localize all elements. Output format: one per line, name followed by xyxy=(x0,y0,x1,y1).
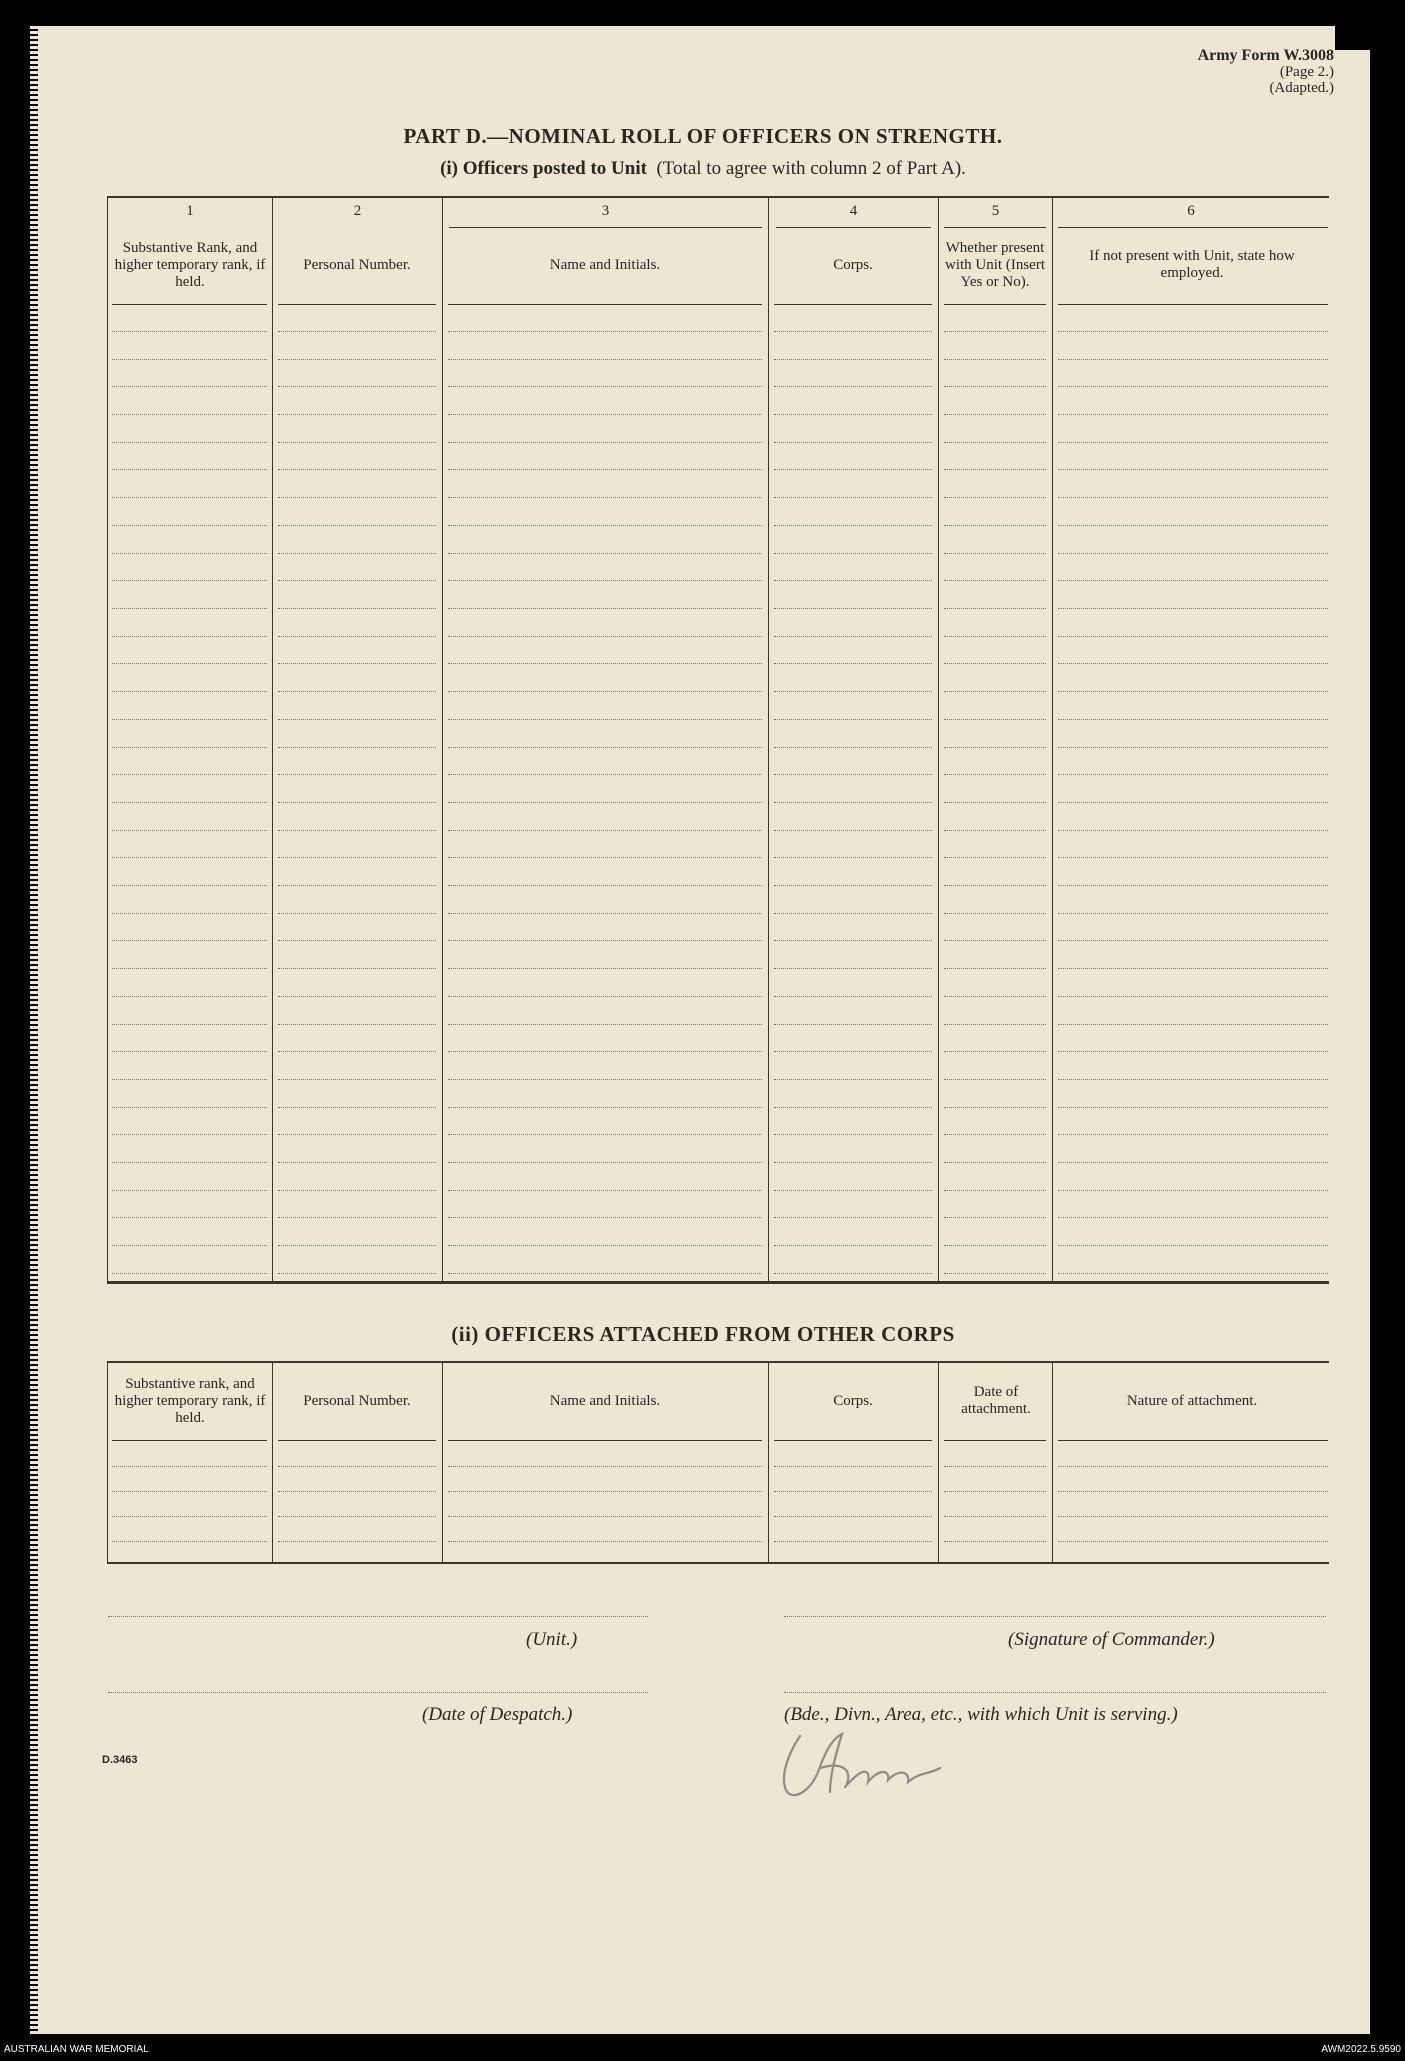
entry-line xyxy=(278,802,436,803)
signature-line xyxy=(784,1616,1326,1617)
entry-line xyxy=(278,442,436,443)
entry-line xyxy=(448,1217,762,1218)
entry-line xyxy=(944,802,1046,803)
entry-line xyxy=(278,497,436,498)
entry-line xyxy=(112,1024,267,1025)
entry-line xyxy=(448,774,762,775)
page-title: PART D.—NOMINAL ROLL OF OFFICERS ON STRENGTH. xyxy=(403,124,1003,148)
page-subtitle xyxy=(36,158,1370,180)
entry-line xyxy=(1058,386,1328,387)
entry-line xyxy=(112,1051,267,1052)
header-corps: Corps. xyxy=(833,256,873,273)
entry-line xyxy=(944,636,1046,637)
entry-line xyxy=(112,968,267,969)
entry-line xyxy=(1058,663,1328,664)
attached-entry-line xyxy=(944,1491,1046,1492)
attached-entry-line xyxy=(448,1541,762,1542)
attached-entry-line xyxy=(112,1491,267,1492)
entry-line xyxy=(448,1245,762,1246)
entry-line xyxy=(278,885,436,886)
entry-line xyxy=(448,608,762,609)
entry-line xyxy=(278,553,436,554)
attached-entry-line xyxy=(112,1516,267,1517)
entry-line xyxy=(278,940,436,941)
entry-line xyxy=(944,774,1046,775)
entry-line xyxy=(278,414,436,415)
entry-line xyxy=(944,608,1046,609)
signature-label: (Signature of Commander.) xyxy=(1008,1629,1215,1650)
attached-entry-line xyxy=(278,1541,436,1542)
entry-line xyxy=(278,580,436,581)
col-number-5: 5 xyxy=(991,203,1000,219)
entry-line xyxy=(944,1245,1046,1246)
entry-line xyxy=(944,940,1046,941)
entry-line xyxy=(278,608,436,609)
entry-line xyxy=(448,968,762,969)
entry-line xyxy=(448,1051,762,1052)
entry-line xyxy=(774,386,932,387)
entry-line xyxy=(1058,830,1328,831)
entry-line xyxy=(1058,1079,1328,1080)
attached-header-nature: Nature of attachment. xyxy=(1126,1392,1258,1409)
entry-line xyxy=(1058,553,1328,554)
entry-line xyxy=(278,663,436,664)
entry-line xyxy=(944,469,1046,470)
entry-line xyxy=(774,802,932,803)
entry-line xyxy=(1058,747,1328,748)
entry-line xyxy=(278,1217,436,1218)
entry-line xyxy=(448,747,762,748)
entry-line xyxy=(774,469,932,470)
entry-line xyxy=(774,1107,932,1108)
subtitle-note: (Total to agree with column 2 of Part A). xyxy=(656,158,966,179)
entry-line xyxy=(448,691,762,692)
form-number: Army Form W.3008 xyxy=(1197,47,1334,64)
entry-line xyxy=(112,691,267,692)
col-number-4: 4 xyxy=(849,203,858,219)
entry-line xyxy=(774,636,932,637)
entry-line xyxy=(278,1051,436,1052)
entry-line xyxy=(774,1024,932,1025)
entry-line xyxy=(1058,968,1328,969)
entry-line xyxy=(944,663,1046,664)
attached-header-date: Date of attachment. xyxy=(961,1384,1031,1417)
entry-line xyxy=(112,885,267,886)
attached-entry-line xyxy=(448,1491,762,1492)
entry-line xyxy=(1058,774,1328,775)
entry-line xyxy=(774,414,932,415)
entry-line xyxy=(448,580,762,581)
entry-line xyxy=(774,691,932,692)
entry-line xyxy=(112,359,267,360)
entry-line xyxy=(944,525,1046,526)
entry-line xyxy=(1058,996,1328,997)
entry-line xyxy=(944,1190,1046,1191)
entry-line xyxy=(448,1079,762,1080)
entry-line xyxy=(112,1217,267,1218)
entry-line xyxy=(944,331,1046,332)
attached-entry-line xyxy=(944,1516,1046,1517)
entry-line xyxy=(1058,525,1328,526)
attached-entry-line xyxy=(774,1466,932,1467)
entry-line xyxy=(278,1107,436,1108)
entry-line xyxy=(1058,1217,1328,1218)
entry-line xyxy=(278,691,436,692)
entry-line xyxy=(278,469,436,470)
entry-line xyxy=(278,525,436,526)
subtitle-bold: (i) Officers posted to Unit xyxy=(440,158,647,179)
attached-entry-line xyxy=(112,1541,267,1542)
entry-line xyxy=(112,414,267,415)
entry-line xyxy=(112,386,267,387)
entry-line xyxy=(774,580,932,581)
entry-line xyxy=(112,1107,267,1108)
attached-entry-line xyxy=(112,1466,267,1467)
entry-line xyxy=(278,968,436,969)
entry-line xyxy=(448,414,762,415)
entry-line xyxy=(278,359,436,360)
entry-line xyxy=(1058,1190,1328,1191)
entry-line xyxy=(278,857,436,858)
entry-line xyxy=(278,1079,436,1080)
entry-line xyxy=(774,1190,932,1191)
entry-line xyxy=(944,497,1046,498)
col-number-1: 1 xyxy=(186,203,194,219)
entry-line xyxy=(944,885,1046,886)
entry-line xyxy=(448,802,762,803)
entry-line xyxy=(112,469,267,470)
attached-entry-line xyxy=(774,1541,932,1542)
entry-line xyxy=(774,553,932,554)
entry-line xyxy=(774,913,932,914)
entry-line xyxy=(278,774,436,775)
entry-line xyxy=(774,608,932,609)
entry-line xyxy=(448,331,762,332)
entry-line xyxy=(278,996,436,997)
entry-line xyxy=(448,525,762,526)
archive-caption-bar xyxy=(0,2040,1405,2061)
entry-line xyxy=(1058,1107,1328,1108)
entry-line xyxy=(944,968,1046,969)
entry-line xyxy=(774,331,932,332)
entry-line xyxy=(1058,359,1328,360)
commander-signature xyxy=(770,1728,960,1806)
attached-header-corps: Corps. xyxy=(833,1392,873,1409)
entry-line xyxy=(944,691,1046,692)
scan-edge xyxy=(1335,26,1370,50)
unit-line xyxy=(108,1616,648,1617)
entry-line xyxy=(944,996,1046,997)
entry-line xyxy=(112,1190,267,1191)
entry-line xyxy=(112,774,267,775)
entry-line xyxy=(774,1273,932,1274)
entry-line xyxy=(448,469,762,470)
entry-line xyxy=(944,1217,1046,1218)
attached-entry-line xyxy=(1058,1541,1328,1542)
page-number: (Page 2.) xyxy=(1279,64,1334,80)
entry-line xyxy=(774,1134,932,1135)
attached-entry-line xyxy=(1058,1516,1328,1517)
entry-line xyxy=(448,1134,762,1135)
entry-line xyxy=(1058,497,1328,498)
entry-line xyxy=(448,996,762,997)
bde-label: (Bde., Divn., Area, etc., with which Unit is serving.) xyxy=(784,1704,1178,1725)
entry-line xyxy=(112,497,267,498)
entry-line xyxy=(774,968,932,969)
entry-line xyxy=(112,553,267,554)
attached-entry-line xyxy=(1058,1491,1328,1492)
col-number-6: 6 xyxy=(1187,203,1195,219)
entry-line xyxy=(112,636,267,637)
entry-line xyxy=(944,1134,1046,1135)
entry-line xyxy=(448,1107,762,1108)
entry-line xyxy=(278,747,436,748)
entry-line xyxy=(278,719,436,720)
entry-line xyxy=(774,940,932,941)
entry-line xyxy=(112,996,267,997)
entry-line xyxy=(1058,636,1328,637)
entry-line xyxy=(448,359,762,360)
attached-header-name: Name and Initials. xyxy=(549,1392,661,1409)
entry-line xyxy=(774,497,932,498)
entry-line xyxy=(944,1079,1046,1080)
entry-line xyxy=(1058,469,1328,470)
entry-line xyxy=(448,857,762,858)
entry-line xyxy=(944,1051,1046,1052)
form-identifier xyxy=(1198,48,1334,96)
entry-line xyxy=(448,497,762,498)
entry-line xyxy=(278,1162,436,1163)
attached-header-rank: Substantive rank, and higher temporary rank, if held. xyxy=(114,1375,266,1426)
col-number-2: 2 xyxy=(353,203,362,219)
entry-line xyxy=(1058,913,1328,914)
entry-line xyxy=(278,1190,436,1191)
entry-line xyxy=(774,747,932,748)
entry-line xyxy=(448,1162,762,1163)
attached-entry-line xyxy=(774,1491,932,1492)
archive-reference: AWM2022.5.9590 xyxy=(1321,2044,1401,2055)
entry-line xyxy=(448,830,762,831)
section2-title: (ii) OFFICERS ATTACHED FROM OTHER CORPS xyxy=(451,1322,955,1346)
bde-line xyxy=(784,1692,1326,1693)
attached-entry-line xyxy=(278,1491,436,1492)
entry-line xyxy=(1058,719,1328,720)
entry-line xyxy=(1058,608,1328,609)
entry-line xyxy=(774,857,932,858)
entry-line xyxy=(1058,1134,1328,1135)
entry-line xyxy=(774,1245,932,1246)
entry-line xyxy=(448,1273,762,1274)
entry-line xyxy=(774,830,932,831)
entry-line xyxy=(278,386,436,387)
header-rank: Substantive Rank, and higher temporary rank, if held. xyxy=(114,239,266,290)
entry-line xyxy=(448,553,762,554)
entry-line xyxy=(112,857,267,858)
entry-line xyxy=(112,1273,267,1274)
entry-line xyxy=(774,996,932,997)
entry-line xyxy=(944,913,1046,914)
entry-line xyxy=(944,830,1046,831)
entry-line xyxy=(112,719,267,720)
attached-entry-line xyxy=(1058,1466,1328,1467)
entry-line xyxy=(774,442,932,443)
entry-line xyxy=(112,1134,267,1135)
entry-line xyxy=(944,747,1046,748)
attached-header-personal-number: Personal Number. xyxy=(303,1392,411,1409)
entry-line xyxy=(112,608,267,609)
date-label: (Date of Despatch.) xyxy=(422,1704,573,1725)
entry-line xyxy=(112,802,267,803)
entry-line xyxy=(944,857,1046,858)
entry-line xyxy=(112,913,267,914)
entry-line xyxy=(278,636,436,637)
entry-line xyxy=(278,1134,436,1135)
entry-line xyxy=(1058,1245,1328,1246)
entry-line xyxy=(448,663,762,664)
entry-line xyxy=(448,636,762,637)
entry-line xyxy=(774,1217,932,1218)
attached-entry-line xyxy=(278,1516,436,1517)
entry-line xyxy=(774,525,932,526)
form-page xyxy=(36,26,1370,2034)
entry-line xyxy=(1058,857,1328,858)
unit-label: (Unit.) xyxy=(526,1629,578,1650)
header-present: Whether present with Unit (Insert Yes or No). xyxy=(945,239,1045,290)
entry-line xyxy=(1058,1051,1328,1052)
entry-line xyxy=(448,913,762,914)
entry-line xyxy=(448,1024,762,1025)
header-employment: If not present with Unit, state how employed. xyxy=(1089,248,1295,281)
entry-line xyxy=(448,885,762,886)
header-personal-number: Personal Number. xyxy=(303,256,411,273)
archive-name: AUSTRALIAN WAR MEMORIAL xyxy=(4,2044,149,2055)
entry-line xyxy=(112,525,267,526)
entry-line xyxy=(774,774,932,775)
entry-line xyxy=(278,913,436,914)
entry-line xyxy=(1058,331,1328,332)
attached-entry-line xyxy=(448,1466,762,1467)
entry-line xyxy=(1058,1162,1328,1163)
entry-line xyxy=(944,1162,1046,1163)
col-number-3: 3 xyxy=(601,203,610,219)
entry-line xyxy=(944,1273,1046,1274)
form-note: (Adapted.) xyxy=(1269,80,1334,96)
entry-line xyxy=(1058,414,1328,415)
entry-line xyxy=(112,580,267,581)
entry-line xyxy=(944,1107,1046,1108)
entry-line xyxy=(1058,1024,1328,1025)
date-line xyxy=(108,1692,648,1693)
attached-entry-line xyxy=(944,1541,1046,1542)
entry-line xyxy=(1058,691,1328,692)
entry-line xyxy=(944,1024,1046,1025)
entry-line xyxy=(774,1079,932,1080)
entry-line xyxy=(278,1273,436,1274)
entry-line xyxy=(774,1051,932,1052)
entry-line xyxy=(944,414,1046,415)
attached-entry-line xyxy=(278,1466,436,1467)
entry-line xyxy=(112,747,267,748)
entry-line xyxy=(448,1190,762,1191)
entry-line xyxy=(1058,885,1328,886)
entry-line xyxy=(448,442,762,443)
entry-line xyxy=(112,830,267,831)
entry-line xyxy=(944,553,1046,554)
entry-line xyxy=(944,719,1046,720)
document-number: D.3463 xyxy=(102,1754,138,1766)
entry-line xyxy=(112,331,267,332)
entry-line xyxy=(112,1079,267,1080)
entry-line xyxy=(1058,442,1328,443)
entry-line xyxy=(944,386,1046,387)
entry-line xyxy=(774,719,932,720)
entry-line xyxy=(112,1162,267,1163)
entry-line xyxy=(1058,940,1328,941)
entry-line xyxy=(774,1162,932,1163)
entry-line xyxy=(774,885,932,886)
entry-line xyxy=(278,1024,436,1025)
entry-line xyxy=(448,719,762,720)
entry-line xyxy=(112,663,267,664)
attached-entry-line xyxy=(448,1516,762,1517)
entry-line xyxy=(448,940,762,941)
entry-line xyxy=(944,580,1046,581)
entry-line xyxy=(278,830,436,831)
entry-line xyxy=(112,442,267,443)
entry-line xyxy=(1058,802,1328,803)
entry-line xyxy=(944,359,1046,360)
entry-line xyxy=(1058,1273,1328,1274)
entry-line xyxy=(278,331,436,332)
attached-entry-line xyxy=(774,1516,932,1517)
entry-line xyxy=(944,442,1046,443)
attached-entry-line xyxy=(944,1466,1046,1467)
entry-line xyxy=(448,386,762,387)
entry-line xyxy=(112,1245,267,1246)
entry-line xyxy=(774,663,932,664)
entry-line xyxy=(1058,580,1328,581)
header-name: Name and Initials. xyxy=(549,256,661,273)
entry-line xyxy=(774,359,932,360)
entry-line xyxy=(278,1245,436,1246)
entry-line xyxy=(112,940,267,941)
